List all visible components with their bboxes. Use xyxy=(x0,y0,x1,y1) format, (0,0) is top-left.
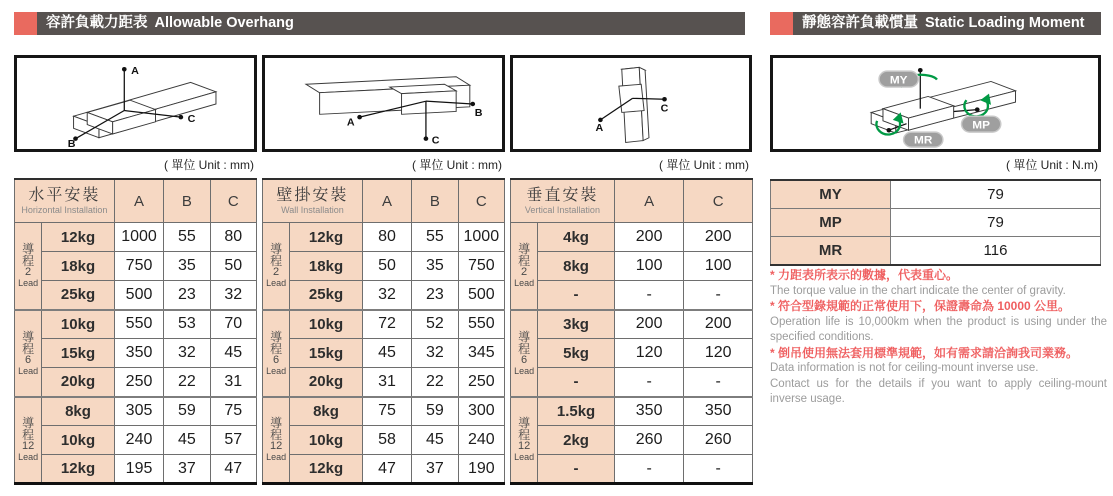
value-cell: 31 xyxy=(362,368,411,397)
weight-cell: 15kg xyxy=(42,339,115,368)
table-row xyxy=(511,426,753,455)
value-cell: 23 xyxy=(412,281,458,310)
value-cell: 120 xyxy=(614,339,684,368)
lead-group-cell xyxy=(15,223,42,310)
weight-cell: 5kg xyxy=(538,339,615,368)
table-row xyxy=(15,223,257,252)
lead-number: 2 xyxy=(273,266,280,279)
weight-cell: 1.5kg xyxy=(538,397,615,426)
note-line: * 力距表所表示的數據，代表重心。 xyxy=(770,268,959,282)
weight-cell: 4kg xyxy=(538,223,615,252)
lead-number: 6 xyxy=(273,353,280,366)
value-cell: 32 xyxy=(412,339,458,368)
weight-cell: - xyxy=(538,455,615,484)
accent-chip xyxy=(770,12,793,35)
value-cell: 70 xyxy=(210,310,256,339)
table-row xyxy=(15,368,257,397)
table-row xyxy=(771,180,1101,209)
value-cell: 45 xyxy=(412,426,458,455)
lead-number: 2 xyxy=(521,266,528,279)
lead-number: 12 xyxy=(21,440,35,453)
lead-label-en: Lead xyxy=(18,452,39,463)
table-row xyxy=(15,426,257,455)
value-cell: 35 xyxy=(412,252,458,281)
wall-installation-table xyxy=(262,178,505,485)
column-header: B xyxy=(164,179,210,223)
value-cell: 200 xyxy=(684,223,753,252)
column-header: C xyxy=(210,179,256,223)
value-cell: 47 xyxy=(362,455,411,484)
overhang-section-header xyxy=(14,12,745,35)
overhang-title-cjk: 容許負載力距表 xyxy=(46,15,148,31)
column-header: B xyxy=(412,179,458,223)
horizontal-diagram xyxy=(14,55,257,152)
lead-group-cell xyxy=(511,223,538,310)
value-cell: 32 xyxy=(164,339,210,368)
vertical-rail-drawing xyxy=(513,58,749,149)
lead-label-en: Lead xyxy=(266,278,287,289)
installation-title-cjk: 垂直安裝 xyxy=(526,186,599,204)
column-header: A xyxy=(114,179,163,223)
weight-cell: 10kg xyxy=(290,426,363,455)
weight-cell: 20kg xyxy=(290,368,363,397)
lead-number: 2 xyxy=(25,266,32,279)
value-cell: 250 xyxy=(458,368,504,397)
lead-number: 12 xyxy=(517,440,531,453)
value-cell: 260 xyxy=(614,426,684,455)
lead-label-cjk: 導程 xyxy=(22,416,35,443)
table-header-row xyxy=(15,179,257,223)
column-header: A xyxy=(362,179,411,223)
table-row xyxy=(511,252,753,281)
lead-label-en: Lead xyxy=(514,278,535,289)
table-row xyxy=(263,397,505,426)
table-row xyxy=(15,252,257,281)
value-cell: 32 xyxy=(362,281,411,310)
value-cell: 240 xyxy=(458,426,504,455)
note-line: The torque value in the chart indicate the center of gravity. xyxy=(770,284,1066,297)
value-cell: - xyxy=(614,455,684,484)
note-line: Operation life is 10,000km when the product is using under the specified conditions. xyxy=(770,315,1107,343)
value-cell: 75 xyxy=(362,397,411,426)
mr-label: MR xyxy=(914,134,933,147)
installation-header xyxy=(15,179,115,223)
value-cell: 55 xyxy=(412,223,458,252)
moment-label-cell: MR xyxy=(771,237,891,266)
table-row xyxy=(15,397,257,426)
overhang-c-label: C xyxy=(431,134,440,147)
lead-number: 6 xyxy=(25,353,32,366)
lead-label-cjk: 導程 xyxy=(22,242,35,269)
weight-cell: 2kg xyxy=(538,426,615,455)
lead-label-en: Lead xyxy=(514,365,535,376)
value-cell: - xyxy=(684,281,753,310)
value-cell: 750 xyxy=(458,252,504,281)
weight-cell: 18kg xyxy=(42,252,115,281)
weight-cell: 8kg xyxy=(42,397,115,426)
overhang-a-label: A xyxy=(595,122,604,135)
lead-label-en: Lead xyxy=(18,278,39,289)
value-cell: 500 xyxy=(458,281,504,310)
value-cell: 500 xyxy=(114,281,163,310)
vertical-diagram-block xyxy=(510,55,752,171)
lead-group-cell xyxy=(263,223,290,310)
value-cell: 80 xyxy=(362,223,411,252)
value-cell: 100 xyxy=(614,252,684,281)
value-cell: 305 xyxy=(114,397,163,426)
static-moment-table xyxy=(770,179,1101,266)
weight-cell: 18kg xyxy=(290,252,363,281)
lead-group-cell xyxy=(511,397,538,484)
moment-title-cjk: 靜態容許負載慣量 xyxy=(802,15,918,31)
lead-label-cjk: 導程 xyxy=(270,416,283,443)
column-header: C xyxy=(458,179,504,223)
value-cell: 31 xyxy=(210,368,256,397)
value-cell: 550 xyxy=(458,310,504,339)
horizontal-installation-table xyxy=(14,178,257,485)
value-cell: 47 xyxy=(210,455,256,484)
table-header-row xyxy=(511,179,753,223)
value-cell: 350 xyxy=(114,339,163,368)
value-cell: 350 xyxy=(614,397,684,426)
overhang-b-label: B xyxy=(67,138,76,149)
value-cell: 1000 xyxy=(458,223,504,252)
value-cell: 240 xyxy=(114,426,163,455)
lead-group-cell xyxy=(15,397,42,484)
value-cell: 1000 xyxy=(114,223,163,252)
moment-rail-drawing xyxy=(773,58,1098,149)
table-row xyxy=(263,455,505,484)
note-line: * 符合型錄規範的正常使用下，保證壽命為 10000 公里。 xyxy=(770,299,1071,313)
installation-header xyxy=(263,179,363,223)
value-cell: 75 xyxy=(210,397,256,426)
weight-cell: 25kg xyxy=(290,281,363,310)
lead-label-cjk: 導程 xyxy=(22,329,35,356)
lead-number: 12 xyxy=(269,440,283,453)
value-cell: 190 xyxy=(458,455,504,484)
table-row xyxy=(511,368,753,397)
value-cell: - xyxy=(614,368,684,397)
lead-number: 6 xyxy=(521,353,528,366)
weight-cell: 10kg xyxy=(42,426,115,455)
wall-rail-drawing xyxy=(265,58,502,149)
value-cell: 45 xyxy=(210,339,256,368)
value-cell: 57 xyxy=(210,426,256,455)
lead-label-cjk: 導程 xyxy=(270,242,283,269)
table-row xyxy=(263,339,505,368)
value-cell: 200 xyxy=(684,310,753,339)
value-cell: 59 xyxy=(412,397,458,426)
note-line: Data information is not for ceiling-mount inverse use. xyxy=(770,362,1039,374)
table-row xyxy=(15,339,257,368)
horizontal-diagram-block xyxy=(14,55,257,171)
lead-label-cjk: 導程 xyxy=(518,416,531,443)
table-row xyxy=(511,455,753,484)
value-cell: 53 xyxy=(164,310,210,339)
table-row xyxy=(771,237,1101,266)
weight-cell: - xyxy=(538,281,615,310)
overhang-a-label: A xyxy=(131,65,139,77)
lead-label-en: Lead xyxy=(18,365,39,376)
accent-chip xyxy=(14,12,37,35)
moment-value-cell: 79 xyxy=(891,180,1101,209)
table-row xyxy=(511,281,753,310)
value-cell: 50 xyxy=(210,252,256,281)
table-row xyxy=(511,397,753,426)
notes xyxy=(770,268,1107,408)
moment-value-cell: 79 xyxy=(891,209,1101,237)
table-row xyxy=(511,310,753,339)
table-row xyxy=(15,281,257,310)
unit-label: ( 單位 Unit : N.m) xyxy=(1006,158,1098,172)
value-cell: 45 xyxy=(164,426,210,455)
value-cell: 550 xyxy=(114,310,163,339)
value-cell: 52 xyxy=(412,310,458,339)
value-cell: 37 xyxy=(412,455,458,484)
value-cell: 350 xyxy=(684,397,753,426)
value-cell: 80 xyxy=(210,223,256,252)
moment-diagram-block xyxy=(770,55,1101,171)
table-row xyxy=(263,252,505,281)
installation-title-cjk: 水平安裝 xyxy=(28,186,101,204)
installation-title-en: Horizontal Installation xyxy=(21,204,108,215)
table-row xyxy=(263,223,505,252)
table-row xyxy=(15,310,257,339)
weight-cell: 12kg xyxy=(290,455,363,484)
overhang-title-bar xyxy=(37,12,745,35)
moment-label-cell: MY xyxy=(771,180,891,209)
value-cell: 55 xyxy=(164,223,210,252)
value-cell: 250 xyxy=(114,368,163,397)
value-cell: 300 xyxy=(458,397,504,426)
lead-group-cell xyxy=(511,310,538,397)
unit-label: ( 單位 Unit : mm) xyxy=(164,158,254,172)
table-row xyxy=(771,209,1101,237)
value-cell: 72 xyxy=(362,310,411,339)
horizontal-rail-drawing xyxy=(17,58,254,149)
value-cell: 260 xyxy=(684,426,753,455)
lead-label-en: Lead xyxy=(266,452,287,463)
weight-cell: 10kg xyxy=(290,310,363,339)
moment-value-cell: 116 xyxy=(891,237,1101,266)
installation-title-cjk: 壁掛安裝 xyxy=(276,186,349,204)
vertical-installation-table xyxy=(510,178,753,485)
moment-diagram xyxy=(770,55,1101,152)
table-row xyxy=(15,455,257,484)
value-cell: 22 xyxy=(412,368,458,397)
weight-cell: 12kg xyxy=(42,223,115,252)
weight-cell: - xyxy=(538,368,615,397)
overhang-a-label: A xyxy=(346,116,355,129)
lead-group-cell xyxy=(263,397,290,484)
mp-label: MP xyxy=(972,119,990,132)
vertical-diagram xyxy=(510,55,752,152)
value-cell: 345 xyxy=(458,339,504,368)
moment-label-cell: MP xyxy=(771,209,891,237)
value-cell: 45 xyxy=(362,339,411,368)
table-row xyxy=(263,368,505,397)
overhang-tables xyxy=(14,178,753,485)
weight-cell: 8kg xyxy=(538,252,615,281)
overhang-diagrams xyxy=(14,55,752,171)
overhang-c-label: C xyxy=(187,112,196,125)
unit-label: ( 單位 Unit : mm) xyxy=(659,158,749,172)
overhang-title-en: Allowable Overhang xyxy=(154,15,294,31)
weight-cell: 12kg xyxy=(290,223,363,252)
note-line: * 倒吊使用無法套用標準規範，如有需求請洽詢我司業務。 xyxy=(770,345,1079,360)
weight-cell: 8kg xyxy=(290,397,363,426)
value-cell: 35 xyxy=(164,252,210,281)
table-row xyxy=(511,223,753,252)
value-cell: 32 xyxy=(210,281,256,310)
column-header: A xyxy=(614,179,684,223)
lead-label-cjk: 導程 xyxy=(270,329,283,356)
installation-title-en: Wall Installation xyxy=(281,204,344,215)
value-cell: 37 xyxy=(164,455,210,484)
overhang-c-label: C xyxy=(660,102,669,115)
installation-title-en: Vertical Installation xyxy=(524,204,600,215)
lead-label-en: Lead xyxy=(266,365,287,376)
moment-section-header xyxy=(770,12,1101,35)
lead-group-cell xyxy=(15,310,42,397)
note-line: Contact us for the details if you want to apply ceiling-mount inverse usage. xyxy=(770,377,1107,405)
table-row xyxy=(263,426,505,455)
value-cell: - xyxy=(684,455,753,484)
value-cell: 58 xyxy=(362,426,411,455)
column-header: C xyxy=(684,179,753,223)
lead-label-cjk: 導程 xyxy=(518,242,531,269)
value-cell: 200 xyxy=(614,310,684,339)
value-cell: 50 xyxy=(362,252,411,281)
lead-label-cjk: 導程 xyxy=(518,329,531,356)
weight-cell: 3kg xyxy=(538,310,615,339)
table-header-row xyxy=(263,179,505,223)
lead-group-cell xyxy=(263,310,290,397)
overhang-b-label: B xyxy=(474,107,483,120)
value-cell: 59 xyxy=(164,397,210,426)
table-row xyxy=(511,339,753,368)
value-cell: 195 xyxy=(114,455,163,484)
value-cell: 23 xyxy=(164,281,210,310)
table-row xyxy=(263,310,505,339)
value-cell: - xyxy=(684,368,753,397)
weight-cell: 20kg xyxy=(42,368,115,397)
wall-diagram-block xyxy=(262,55,505,171)
moment-title-en: Static Loading Moment xyxy=(925,15,1085,31)
value-cell: 22 xyxy=(164,368,210,397)
weight-cell: 10kg xyxy=(42,310,115,339)
table-row xyxy=(263,281,505,310)
value-cell: 750 xyxy=(114,252,163,281)
moment-title-bar xyxy=(793,12,1101,35)
value-cell: - xyxy=(614,281,684,310)
weight-cell: 25kg xyxy=(42,281,115,310)
weight-cell: 12kg xyxy=(42,455,115,484)
value-cell: 120 xyxy=(684,339,753,368)
weight-cell: 15kg xyxy=(290,339,363,368)
value-cell: 200 xyxy=(614,223,684,252)
wall-diagram xyxy=(262,55,505,152)
installation-header xyxy=(511,179,615,223)
my-label: MY xyxy=(889,74,908,87)
value-cell: 100 xyxy=(684,252,753,281)
lead-label-en: Lead xyxy=(514,452,535,463)
unit-label: ( 單位 Unit : mm) xyxy=(412,158,502,172)
